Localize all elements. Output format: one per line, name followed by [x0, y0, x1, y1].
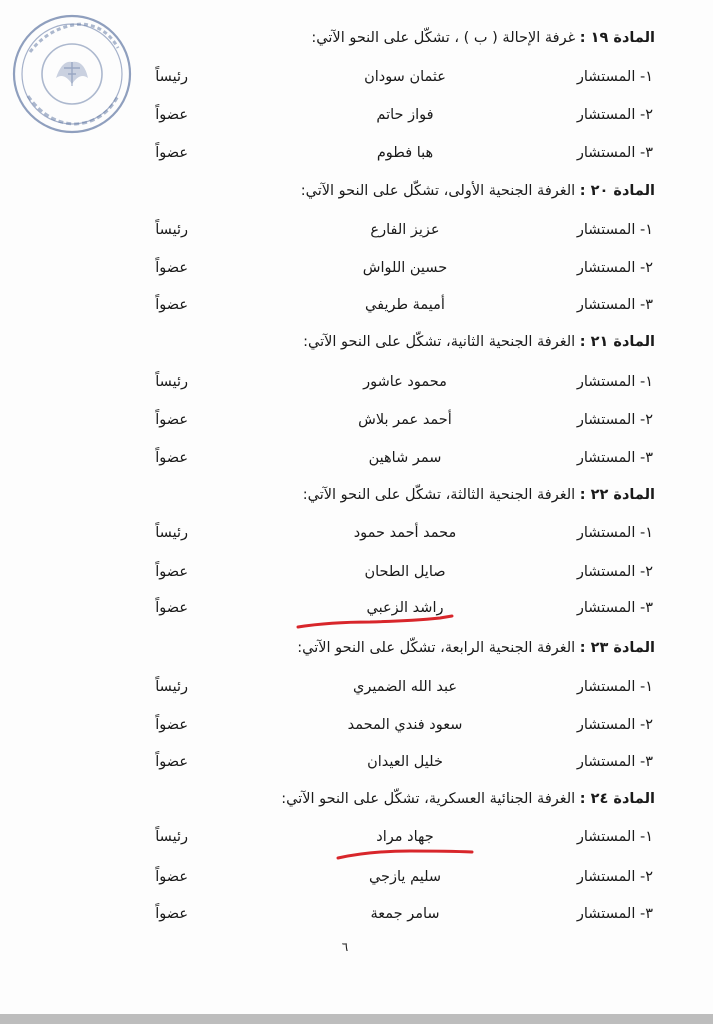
member-position: ٣- المستشار	[576, 450, 653, 466]
member-role: رئيساً	[155, 679, 188, 695]
member-row	[0, 260, 713, 282]
section-title: الغرفة الجنحية الرابعة، تشكّل على النحو الآتي:	[297, 640, 576, 656]
member-row	[0, 525, 713, 547]
member-row	[0, 869, 713, 891]
article-number: المادة ٢٢ :	[579, 487, 655, 503]
member-row	[0, 69, 713, 91]
member-role: عضواً	[155, 412, 188, 428]
article-number: المادة ٢٤ :	[579, 791, 655, 807]
member-position: ٢- المستشار	[576, 412, 653, 428]
member-role: عضواً	[155, 297, 188, 313]
member-position: ٣- المستشار	[576, 906, 653, 922]
member-row	[0, 829, 713, 851]
article-number: المادة ١٩ :	[579, 30, 655, 46]
member-position: ٣- المستشار	[576, 145, 653, 161]
member-name: أميمة طريفي	[365, 297, 445, 313]
member-row	[0, 679, 713, 701]
member-position: ٢- المستشار	[576, 717, 653, 733]
member-row	[0, 754, 713, 776]
member-name: محمد أحمد حمود	[353, 525, 457, 541]
member-role: عضواً	[155, 145, 188, 161]
member-row	[0, 412, 713, 434]
member-role: رئيساً	[155, 222, 188, 238]
member-role: رئيساً	[155, 525, 188, 541]
member-role: رئيساً	[155, 374, 188, 390]
member-name: عزيز الفارع	[370, 222, 440, 238]
member-row	[0, 564, 713, 586]
member-role: عضواً	[155, 754, 188, 770]
member-position: ١- المستشار	[576, 679, 653, 695]
member-role: عضواً	[155, 564, 188, 580]
section-title: الغرفة الجنحية الثالثة، تشكّل على النحو الآتي:	[302, 487, 576, 503]
member-name: حسين اللواش	[362, 260, 448, 276]
member-name-underlined: راشد الزعبي	[366, 600, 444, 616]
member-row	[0, 374, 713, 396]
section-heading-21	[303, 334, 655, 350]
section-title: الغرفة الجنحية الثانية، تشكّل على النحو الآتي:	[303, 334, 576, 350]
member-row	[0, 600, 713, 622]
member-role: عضواً	[155, 260, 188, 276]
section-heading-19	[311, 30, 655, 46]
member-row	[0, 107, 713, 129]
member-row	[0, 717, 713, 739]
section-heading-24	[281, 791, 655, 807]
member-position: ٣- المستشار	[576, 297, 653, 313]
member-name: سليم يازجي	[368, 869, 442, 885]
section-title: الغرفة الجنحية الأولى، تشكّل على النحو الآتي:	[300, 183, 576, 199]
member-name-underlined: جهاد مراد	[376, 829, 434, 845]
member-name: خليل العيدان	[367, 754, 443, 770]
member-role: عضواً	[155, 717, 188, 733]
member-name: عبد الله الضميري	[352, 679, 457, 695]
member-name: عثمان سودان	[364, 69, 446, 85]
member-position: ١- المستشار	[576, 525, 653, 541]
member-row	[0, 297, 713, 319]
article-number: المادة ٢١ :	[579, 334, 655, 350]
member-name: سعود فندي المحمد	[347, 717, 463, 733]
member-position: ٣- المستشار	[576, 754, 653, 770]
section-title: الغرفة الجنائية العسكرية، تشكّل على النحو الآتي:	[281, 791, 576, 807]
red-underline-jihad	[338, 851, 472, 858]
member-row	[0, 222, 713, 244]
member-position: ١- المستشار	[576, 374, 653, 390]
section-heading-23	[297, 640, 655, 656]
member-position: ١- المستشار	[576, 222, 653, 238]
member-role: رئيساً	[155, 69, 188, 85]
member-row	[0, 450, 713, 472]
article-number: المادة ٢٣ :	[579, 640, 655, 656]
member-name: سامر جمعة	[370, 906, 440, 922]
member-position: ٢- المستشار	[576, 260, 653, 276]
member-row	[0, 906, 713, 928]
member-name: محمود عاشور	[363, 374, 447, 390]
member-row	[0, 145, 713, 167]
member-position: ٣- المستشار	[576, 600, 653, 616]
member-position: ١- المستشار	[576, 829, 653, 845]
member-role: عضواً	[155, 450, 188, 466]
member-role: عضواً	[155, 869, 188, 885]
member-name: أحمد عمر بلاش	[358, 412, 452, 428]
member-name: سمر شاهين	[368, 450, 442, 466]
member-position: ٢- المستشار	[576, 107, 653, 123]
section-heading-20	[301, 183, 655, 199]
member-position: ١- المستشار	[576, 69, 653, 85]
member-name: فواز حاتم	[376, 107, 434, 123]
member-name: صايل الطحان	[364, 564, 446, 580]
member-role: رئيساً	[155, 829, 188, 845]
page-bottom-edge	[0, 1014, 713, 1024]
article-number: المادة ٢٠ :	[579, 183, 655, 199]
member-role: عضواً	[155, 107, 188, 123]
member-role: عضواً	[155, 600, 188, 616]
page-number: ٦	[341, 940, 349, 954]
member-name: هبا فطوم	[376, 145, 434, 161]
member-role: عضواً	[155, 906, 188, 922]
member-position: ٢- المستشار	[576, 564, 653, 580]
section-title: غرفة الإحالة ( ب ) ، تشكّل على النحو الآتي:	[311, 30, 576, 46]
section-heading-22	[303, 487, 655, 503]
member-position: ٢- المستشار	[576, 869, 653, 885]
